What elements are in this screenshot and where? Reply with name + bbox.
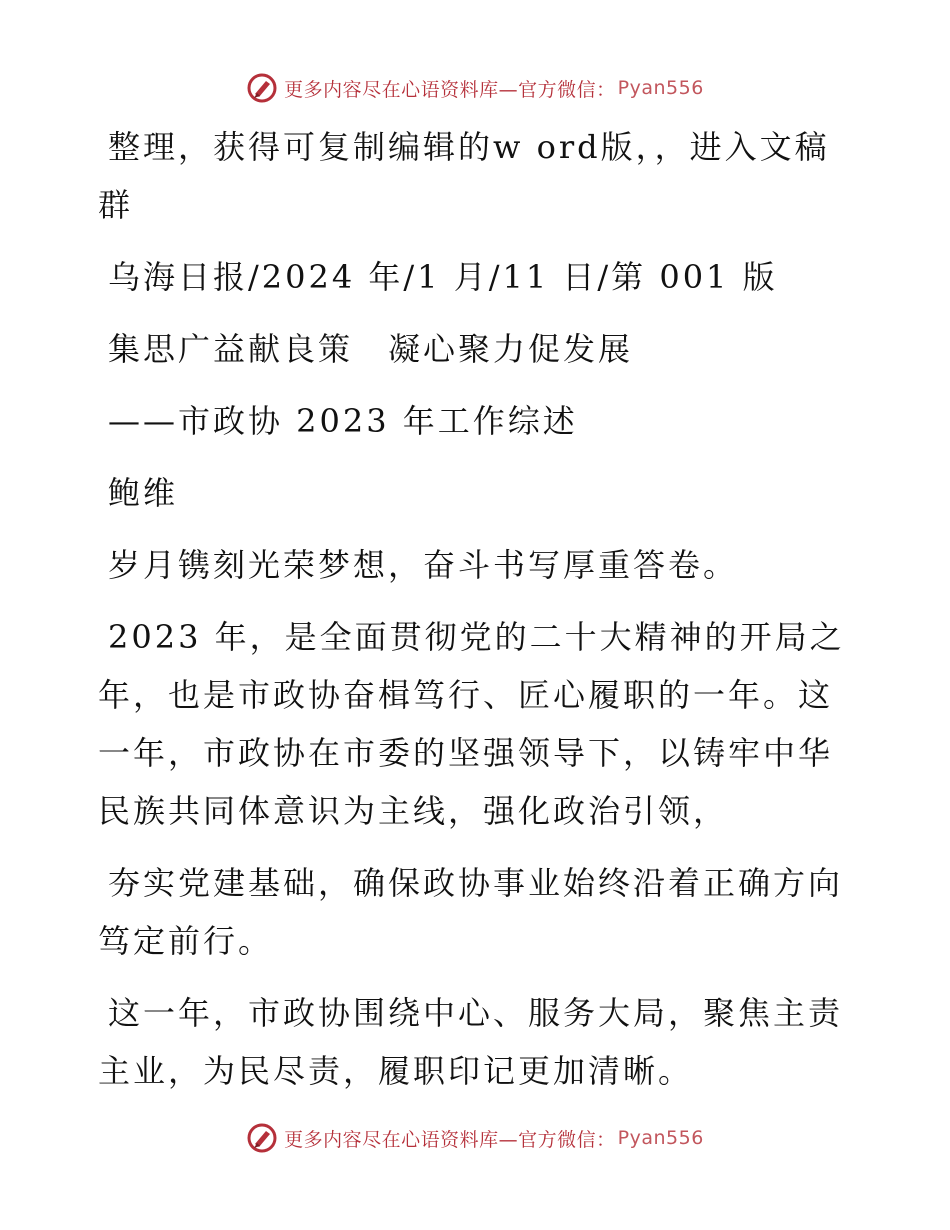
paragraph-intro: 整理，获得可复制编辑的w ord版，，进入文稿群 [98, 128, 830, 224]
logo-icon [246, 72, 278, 104]
header-watermark-banner [0, 72, 950, 104]
paragraph-body-2: 夯实党建基础，确保政协事业始终沿着正确方向笃定前行。 [98, 864, 844, 960]
banner-text: 更多内容尽在心语资料库—官方微信： [284, 1128, 616, 1151]
logo-icon [246, 1122, 278, 1154]
wechat-id: Pyan556 [617, 1127, 704, 1149]
paragraph-lead: 岁月镌刻光荣梦想，奋斗书写厚重答卷。 [108, 546, 739, 584]
footer-watermark-banner [0, 1122, 950, 1154]
paragraph-author: 鲍维 [108, 474, 179, 512]
document-body [98, 118, 858, 1114]
paragraph-title: 集思广益献良策 凝心聚力促发展 [108, 330, 634, 368]
wechat-id: Pyan556 [617, 77, 704, 99]
paragraph-subtitle: ——市政协 2023 年工作综述 [108, 402, 578, 440]
paragraph-source: 乌海日报/2024 年/1 月/11 日/第 001 版 [108, 258, 778, 296]
paragraph-body-1: 2023 年，是全面贯彻党的二十大精神的开局之年，也是市政协奋楫笃行、匠心履职的一年。这一年，市政协在市委的坚强领导下，以铸牢中华民族共同体意识为主线，强化政治引领， [98, 618, 845, 830]
paragraph-body-3: 这一年，市政协围绕中心、服务大局，聚焦主责主业，为民尽责，履职印记更加清晰。 [98, 994, 844, 1090]
banner-text: 更多内容尽在心语资料库—官方微信： [284, 78, 616, 101]
